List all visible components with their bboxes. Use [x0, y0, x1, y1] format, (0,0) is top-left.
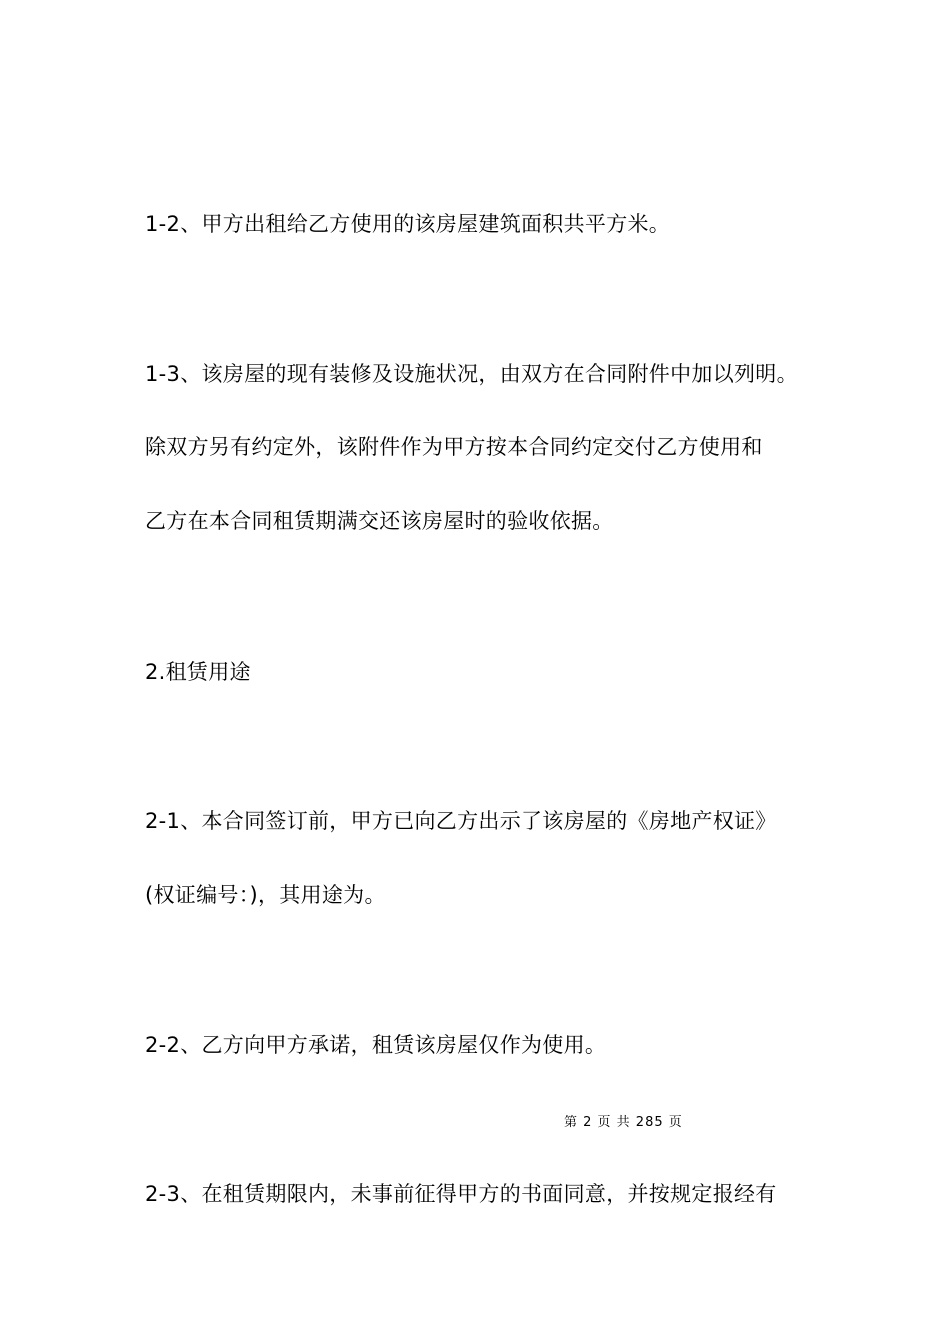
clause-2-1-line-1: 2-1、本合同签订前，甲方已向乙方出示了该房屋的《房地产权证》 [145, 809, 777, 833]
section-heading-2: 2.租赁用途 [145, 660, 251, 684]
clause-2-3-line-1: 2-3、在租赁期限内，未事前征得甲方的书面同意，并按规定报经有 [145, 1182, 777, 1206]
page-number-footer: 第 2 页 共 285 页 [564, 1115, 683, 1130]
clause-1-3-line-3: 乙方在本合同租赁期满交还该房屋时的验收依据。 [145, 509, 614, 533]
clause-1-3-line-1: 1-3、该房屋的现有装修及设施状况，由双方在合同附件中加以列明。 [145, 362, 798, 386]
clause-1-3-line-2: 除双方另有约定外，该附件作为甲方按本合同约定交付乙方使用和 [145, 435, 763, 459]
clause-2-2: 2-2、乙方向甲方承诺，租赁该房屋仅作为使用。 [145, 1033, 607, 1057]
clause-1-2: 1-2、甲方出租给乙方使用的该房屋建筑面积共平方米。 [145, 212, 671, 236]
clause-2-1-line-2: (权证编号：)，其用途为。 [145, 883, 386, 907]
